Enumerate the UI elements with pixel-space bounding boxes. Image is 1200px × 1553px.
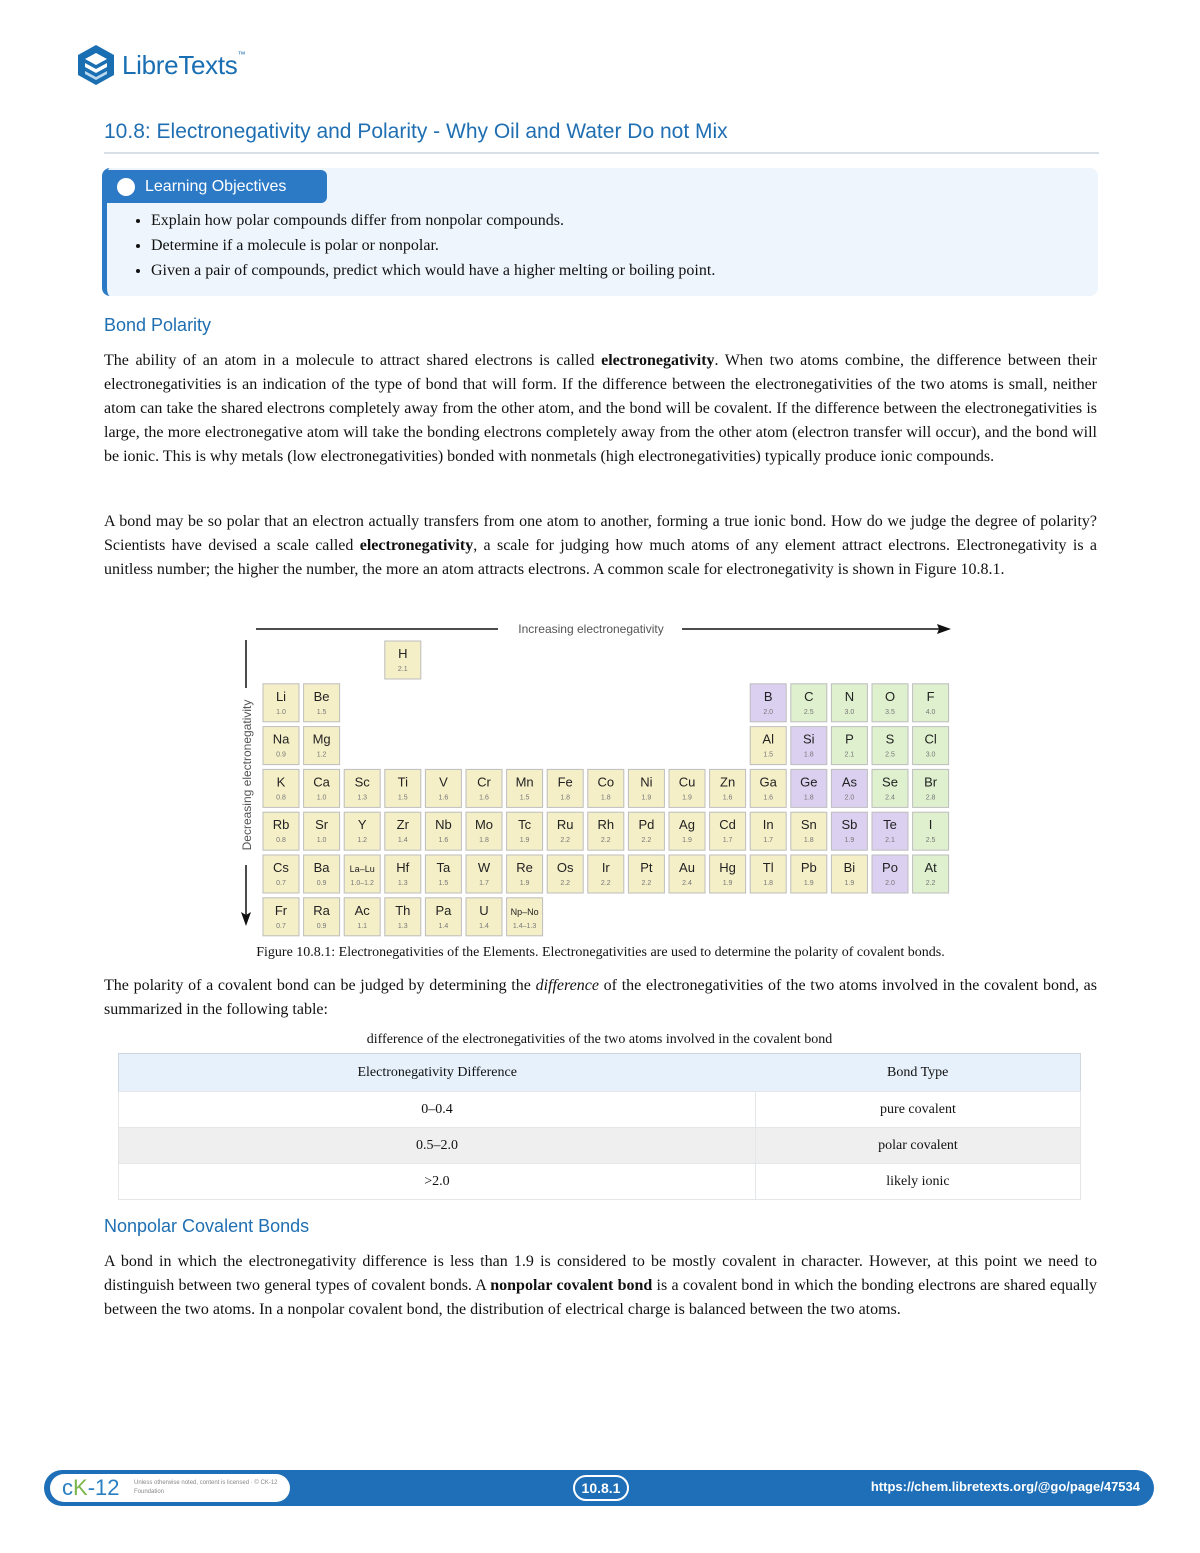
element-cell-Te	[872, 812, 908, 850]
element-electronegativity: 0.8	[276, 837, 286, 845]
element-electronegativity: 2.5	[885, 751, 895, 759]
element-cell-Ge	[791, 769, 827, 807]
element-cell-Mn	[507, 769, 543, 807]
element-cell-Mo	[466, 812, 502, 850]
element-cell-bg	[344, 855, 380, 893]
element-symbol: I	[928, 817, 933, 833]
element-cell-Ca	[304, 769, 340, 807]
element-symbol: Li	[275, 688, 287, 704]
element-electronegativity: 4.0	[925, 708, 936, 716]
element-electronegativity: 2.8	[925, 794, 936, 802]
element-cell-U	[466, 898, 502, 936]
element-electronegativity: 2.2	[641, 880, 652, 887]
element-electronegativity: 1.4	[438, 922, 449, 930]
element-electronegativity: 1.2	[357, 837, 368, 845]
element-electronegativity: 1.6	[438, 837, 449, 845]
element-symbol: Ti	[397, 774, 408, 790]
term-nonpolar-covalent-bond: nonpolar covalent bond	[490, 1277, 653, 1294]
element-cell-Cd	[710, 812, 746, 850]
element-symbol: S	[885, 731, 895, 747]
element-electronegativity: 1.9	[682, 837, 692, 845]
element-electronegativity: 2.1	[844, 751, 855, 759]
element-electronegativity: 1.4	[397, 837, 408, 845]
element-symbol: Cl	[924, 731, 937, 747]
element-symbol: Pt	[640, 860, 653, 875]
element-electronegativity: 1.5	[316, 708, 327, 716]
element-electronegativity: 1.4	[479, 922, 489, 930]
element-cell-Pb	[791, 855, 827, 893]
paragraph-electronegativity-intro: The ability of an atom in a molecule to attract shared electrons is called electronegativity. When two atoms combine, the difference between their electronegativities is an indication of the type of bond that will form. If the difference between the electronegativities of the two atoms is small, neither atom can take the shared electrons completely away from the other atom, and the bond will be covalent. If the difference between the electronegativities is large, the more electronegative atom will take the bonding electrons completely away from the other atom (electron transfer will occur), and the bond will be ionic. This is why metals (low electronegativities) bonded with nonmetals (high electronegativities) typically produce ionic compounds.	[104, 352, 1098, 465]
element-symbol: P	[845, 731, 854, 747]
element-symbol: Bi	[843, 860, 856, 875]
element-electronegativity: 1.0	[316, 794, 327, 802]
license-fine-print: Unless otherwise noted, content is licensed · © CK-12 Foundation	[134, 1480, 278, 1495]
element-symbol: Zn	[720, 774, 736, 790]
element-cell-Tc	[507, 812, 543, 850]
element-symbol: Np–No	[510, 906, 539, 917]
element-symbol: At	[924, 860, 937, 875]
term-electronegativity: electronegativity	[601, 352, 715, 369]
element-cell-Ni	[628, 769, 664, 807]
element-symbol: La–Lu	[349, 864, 375, 874]
paragraph-ionic-bond: A bond may be so polar that an electron actually transfers from one atom to another, forming a true ionic bond. How do we judge the degree of polarity? Scientists have devised a scale called electronegativity, a scale for judging how much atoms of any element attract electrons. Electronegativity is a unitless number; the higher the number, the more an atom attracts electrons. A common scale for electronegativity is shown in Figure 10.8.1.	[104, 513, 1098, 578]
element-cell-Pa	[425, 898, 461, 936]
element-electronegativity: 1.8	[479, 837, 489, 845]
element-symbol: As	[841, 774, 857, 790]
element-cell-Ga	[750, 769, 786, 807]
element-symbol: Sn	[800, 817, 817, 833]
element-symbol: Ac	[354, 902, 370, 918]
element-symbol: Si	[803, 731, 815, 747]
element-cell-Ta	[425, 855, 461, 893]
element-electronegativity: 1.0	[316, 837, 327, 845]
element-electronegativity: 0.8	[276, 794, 286, 802]
ck12-badge[interactable]	[50, 1474, 290, 1502]
learning-objectives-label: Learning Objectives	[145, 177, 287, 195]
element-electronegativity: 0.7	[276, 880, 286, 887]
element-symbol: Cs	[273, 860, 289, 875]
element-cell-At	[913, 855, 949, 893]
lightbulb-icon	[117, 178, 135, 196]
table-row	[119, 1092, 1081, 1128]
element-electronegativity: 1.3	[357, 794, 368, 802]
element-electronegativity: 2.4	[682, 880, 692, 887]
element-symbol: Th	[395, 902, 411, 918]
element-symbol: Hg	[719, 860, 736, 875]
element-cell-Rh	[588, 812, 624, 850]
section-heading-bond-polarity: Bond Polarity	[104, 315, 212, 335]
objective-item: • Given a pair of compounds, predict which would have a higher melting or boiling point.	[151, 258, 715, 283]
element-electronegativity: 1.0–1.2	[350, 880, 374, 887]
element-electronegativity: 1.9	[844, 880, 855, 887]
element-symbol: Re	[516, 860, 533, 875]
element-cell-Cu	[669, 769, 705, 807]
table-cell: likely ionic	[755, 1164, 1080, 1200]
column-header: Electronegativity Difference	[119, 1054, 756, 1092]
element-symbol: Sr	[315, 817, 329, 833]
element-electronegativity: 1.8	[803, 751, 814, 759]
element-electronegativity: 1.8	[803, 837, 814, 845]
table-header-row	[119, 1054, 1081, 1092]
element-cell-Ru	[547, 812, 583, 850]
element-symbol: Pa	[435, 902, 452, 918]
element-electronegativity: 1.1	[357, 922, 368, 930]
element-symbol: Tc	[518, 817, 532, 833]
element-electronegativity: 3.0	[844, 708, 855, 716]
element-electronegativity: 2.5	[803, 708, 814, 716]
element-cell-Po	[872, 855, 908, 893]
element-cell-C	[791, 684, 827, 722]
element-symbol: K	[276, 774, 286, 790]
arrow-right-head	[937, 624, 951, 634]
element-symbol: Br	[924, 774, 938, 790]
element-symbol: Se	[882, 774, 898, 790]
element-electronegativity: 1.9	[641, 794, 652, 802]
element-cell-Nb	[425, 812, 461, 850]
element-cell-La–Lu	[344, 855, 380, 893]
element-cell-As	[831, 769, 867, 807]
page-title: 10.8: Electronegativity and Polarity - Why Oil and Water Do not Mix	[104, 120, 1099, 154]
element-symbol: Os	[556, 860, 574, 875]
table-caption: difference of the electronegativities of the two atoms involved in the covalent bond	[366, 1032, 833, 1047]
table-row	[119, 1164, 1081, 1200]
element-electronegativity: 0.9	[276, 751, 286, 759]
element-electronegativity: 1.0	[276, 708, 286, 716]
element-symbol: Au	[679, 860, 695, 875]
element-cell-N	[831, 684, 867, 722]
element-electronegativity: 0.7	[276, 922, 286, 930]
element-cell-Mg	[304, 727, 340, 765]
table-cell: >2.0	[119, 1164, 756, 1200]
element-electronegativity: 1.5	[397, 794, 408, 802]
element-electronegativity: 1.9	[722, 880, 733, 887]
element-cell-Cl	[913, 727, 949, 765]
element-symbol: Fr	[274, 902, 288, 918]
element-electronegativity: 1.7	[722, 837, 733, 845]
element-cell-Ir	[588, 855, 624, 893]
figure-caption: Figure 10.8.1: Electronegativities of the Elements. Electronegativities are used to determine the polarity of covalent bonds.	[256, 945, 945, 960]
paragraph-nonpolar-bonds: A bond in which the electronegativity difference is less than 1.9 is considered to be mostly covalent in character. However, at this point we need to distinguish between two general types of covalent bonds. A nonpolar covalent bond is a covalent bond in which the bonding electrons are shared equally between the two atoms. In a nonpolar covalent bond, the distribution of electrical charge is balanced between the two atoms.	[104, 1253, 1098, 1318]
element-symbol: Ra	[313, 902, 330, 918]
element-symbol: Ge	[800, 774, 818, 790]
element-cell-Pt	[628, 855, 664, 893]
element-cell-Re	[507, 855, 543, 893]
element-symbol: Rb	[272, 817, 290, 833]
element-electronegativity: 1.8	[763, 880, 774, 887]
element-electronegativity: 1.9	[682, 794, 692, 802]
element-cell-Au	[669, 855, 705, 893]
element-electronegativity: 2.2	[560, 837, 571, 845]
element-cell-Ac	[344, 898, 380, 936]
element-symbol: Pb	[800, 860, 817, 875]
element-symbol: Fe	[557, 774, 573, 790]
element-cell-Sb	[831, 812, 867, 850]
element-electronegativity: 1.2	[316, 751, 327, 759]
element-cell-Be	[304, 684, 340, 722]
bond-type-table	[118, 1053, 1081, 1200]
element-symbol: U	[479, 902, 489, 918]
objectives-list	[125, 208, 715, 283]
element-symbol: Cd	[719, 817, 736, 833]
element-cell-S	[872, 727, 908, 765]
element-cell-O	[872, 684, 908, 722]
table-cell: 0.5–2.0	[119, 1128, 756, 1164]
libretexts-logo-icon	[74, 43, 118, 87]
page-footer	[44, 1470, 1154, 1506]
element-cell-Co	[588, 769, 624, 807]
element-electronegativity: 0.9	[316, 880, 327, 887]
element-cell-Ba	[304, 855, 340, 893]
element-symbol: Sc	[354, 774, 370, 790]
table-cell: 0–0.4	[119, 1092, 756, 1128]
element-symbol: Y	[357, 817, 367, 833]
element-cell-Sc	[344, 769, 380, 807]
objective-item: • Determine if a molecule is polar or nonpolar.	[151, 233, 715, 258]
element-electronegativity: 1.3	[397, 880, 408, 887]
element-electronegativity: 1.4–1.3	[512, 922, 537, 930]
element-cell-I	[913, 812, 949, 850]
element-electronegativity: 1.8	[560, 794, 571, 802]
element-symbol: Mg	[312, 731, 331, 747]
element-electronegativity: 1.9	[519, 880, 530, 887]
column-header: Bond Type	[755, 1054, 1080, 1092]
element-cell-Ag	[669, 812, 705, 850]
element-symbol: Ta	[436, 860, 451, 875]
page-permalink[interactable]: https://chem.libretexts.org/@go/page/47534	[870, 1479, 1140, 1494]
element-symbol: Mn	[515, 774, 534, 790]
learning-objectives-header	[107, 170, 327, 203]
element-symbol: Ni	[640, 774, 653, 790]
element-electronegativity: 2.2	[600, 837, 611, 845]
element-symbol: V	[439, 774, 448, 790]
element-cell-Bi	[831, 855, 867, 893]
element-electronegativity: 2.2	[560, 880, 571, 887]
element-cell-Sr	[304, 812, 340, 850]
element-cell-Zn	[710, 769, 746, 807]
element-cell-Tl	[750, 855, 786, 893]
element-cell-H	[385, 641, 421, 679]
element-electronegativity: 2.0	[763, 708, 774, 716]
element-electronegativity: 2.4	[885, 794, 895, 802]
element-cell-Na	[263, 727, 299, 765]
axis-label-increasing: Increasing electronegativity	[518, 622, 664, 636]
element-symbol: Cr	[477, 774, 491, 790]
libretexts-logo[interactable]	[74, 40, 245, 90]
element-cell-F	[913, 684, 949, 722]
table-row	[119, 1128, 1081, 1164]
element-cell-Cs	[263, 855, 299, 893]
element-symbol: Ag	[679, 817, 695, 833]
element-cell-P	[831, 727, 867, 765]
element-symbol: Po	[882, 860, 898, 875]
element-symbol: Ga	[759, 774, 777, 790]
element-cell-Cr	[466, 769, 502, 807]
element-symbol: Pd	[638, 817, 655, 833]
element-electronegativity: 0.9	[316, 922, 327, 930]
element-electronegativity: 1.8	[600, 794, 611, 802]
element-symbol: F	[926, 688, 935, 704]
element-cell-Fr	[263, 898, 299, 936]
element-symbol: Co	[597, 774, 615, 790]
element-cell-Y	[344, 812, 380, 850]
axis-label-decreasing: Decreasing electronegativity	[240, 699, 254, 851]
element-electronegativity: 1.9	[844, 837, 855, 845]
element-electronegativity: 1.9	[519, 837, 530, 845]
element-cell-Br	[913, 769, 949, 807]
element-electronegativity: 2.1	[397, 666, 408, 673]
element-cell-V	[425, 769, 461, 807]
element-symbol: O	[884, 688, 896, 704]
element-electronegativity: 1.7	[479, 880, 489, 887]
element-electronegativity: 3.0	[925, 751, 936, 759]
element-symbol: Ir	[601, 860, 610, 875]
element-cell-Li	[263, 684, 299, 722]
term-electronegativity: electronegativity	[359, 537, 474, 554]
element-symbol: Cu	[678, 774, 696, 790]
element-symbol: C	[804, 688, 814, 704]
element-electronegativity: 3.5	[885, 708, 895, 716]
element-cell-K	[263, 769, 299, 807]
element-cell-Fe	[547, 769, 583, 807]
element-electronegativity: 1.6	[438, 794, 449, 802]
element-electronegativity: 1.6	[763, 794, 774, 802]
element-symbol: H	[398, 646, 408, 661]
brand-name: LibreTexts™	[122, 49, 246, 80]
element-electronegativity: 2.2	[925, 880, 936, 887]
element-symbol: Ru	[556, 817, 574, 833]
element-cell-Al	[750, 727, 786, 765]
table-cell: polar covalent	[755, 1128, 1080, 1164]
element-symbol: Hf	[396, 860, 410, 875]
element-electronegativity: 1.6	[479, 794, 489, 802]
electronegativity-periodic-table	[236, 620, 966, 940]
table-cell: pure covalent	[755, 1092, 1080, 1128]
paragraph-polarity-difference: The polarity of a covalent bond can be judged by determining the difference of the electronegativities of the two atoms involved in the covalent bond, as summarized in the following table:	[104, 977, 1097, 1018]
objective-item: • Explain how polar compounds differ from nonpolar compounds.	[151, 208, 715, 233]
element-cell-Rb	[263, 812, 299, 850]
element-electronegativity: 1.7	[763, 837, 774, 845]
element-electronegativity: 1.6	[722, 794, 733, 802]
element-cell-Hf	[385, 855, 421, 893]
element-cell-Os	[547, 855, 583, 893]
element-symbol: In	[762, 817, 774, 833]
element-cell-Se	[872, 769, 908, 807]
element-symbol: Te	[883, 817, 897, 833]
element-cell-Hg	[710, 855, 746, 893]
element-symbol: Nb	[435, 817, 452, 833]
element-cell-Si	[791, 727, 827, 765]
element-symbol: N	[844, 688, 855, 704]
element-cell-Th	[385, 898, 421, 936]
element-electronegativity: 1.5	[763, 751, 774, 759]
page-number: 10.8.1	[573, 1475, 629, 1501]
element-electronegativity: 2.2	[641, 837, 652, 845]
element-cell-Zr	[385, 812, 421, 850]
element-symbol: Tl	[762, 860, 774, 875]
element-symbol: Ca	[313, 774, 330, 790]
element-cell-W	[466, 855, 502, 893]
element-electronegativity: 1.9	[803, 880, 814, 887]
element-cell-Ti	[385, 769, 421, 807]
element-cell-In	[750, 812, 786, 850]
element-electronegativity: 2.0	[844, 794, 855, 802]
ck12-logo: cK-12	[62, 1475, 120, 1500]
element-cell-Np–No	[507, 898, 543, 936]
element-cell-Ra	[304, 898, 340, 936]
element-electronegativity: 1.3	[397, 922, 408, 930]
element-cell-B	[750, 684, 786, 722]
element-electronegativity: 1.8	[803, 794, 814, 802]
element-electronegativity: 2.1	[885, 837, 895, 845]
element-symbol: Rh	[597, 817, 615, 833]
element-electronegativity: 2.0	[885, 880, 895, 887]
element-symbol: Mo	[474, 817, 494, 833]
element-symbol: Zr	[396, 817, 409, 833]
element-electronegativity: 2.5	[925, 837, 936, 845]
element-cell-Sn	[791, 812, 827, 850]
element-symbol: Na	[272, 731, 290, 747]
element-symbol: W	[477, 860, 491, 875]
element-symbol: B	[763, 688, 773, 704]
element-electronegativity: 1.5	[438, 880, 449, 887]
element-symbol: Al	[762, 731, 774, 747]
element-symbol: Be	[313, 688, 330, 704]
element-electronegativity: 2.2	[600, 880, 611, 887]
element-symbol: Sb	[841, 817, 858, 833]
element-symbol: Ba	[313, 860, 330, 875]
section-heading-nonpolar: Nonpolar Covalent Bonds	[104, 1216, 310, 1236]
element-electronegativity: 1.5	[519, 794, 530, 802]
learning-objectives-box	[102, 168, 1098, 296]
element-cell-Pd	[628, 812, 664, 850]
